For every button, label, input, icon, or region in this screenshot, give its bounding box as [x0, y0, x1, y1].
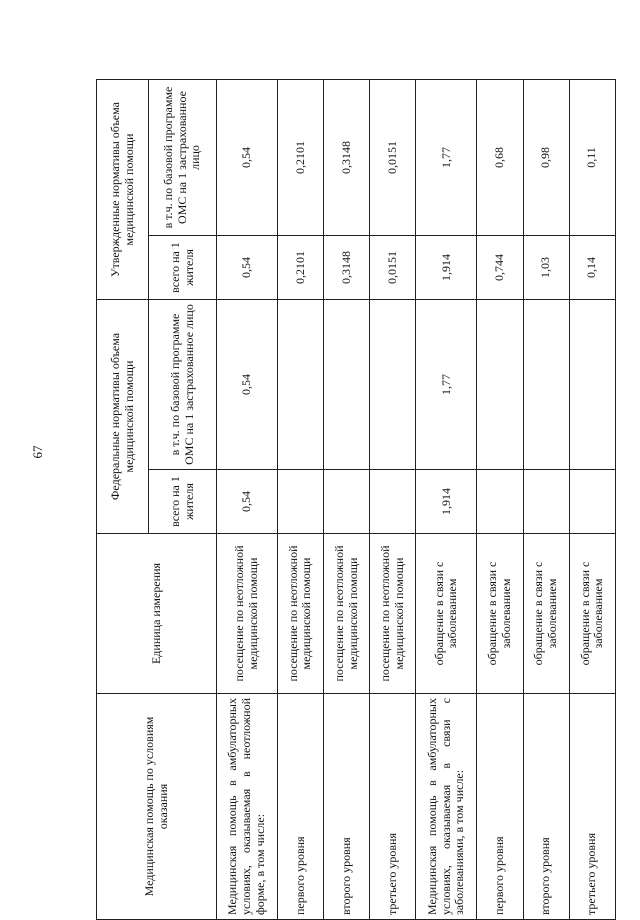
row-approved-oms: 1,77 — [416, 80, 477, 236]
table-row — [477, 80, 523, 920]
row-federal-per-resident: 1,914 — [416, 470, 477, 534]
header-federal-per-resident: всего на 1 жителя — [149, 470, 217, 534]
row-care-conditions: второго уровня — [523, 694, 569, 920]
header-federal-oms: в т.ч. по базовой программе ОМС на 1 застрахованное лицо — [149, 300, 217, 470]
row-unit: посещение по неотложной медицинской помощи — [217, 534, 278, 694]
row-unit: посещение по неотложной медицинской помощи — [324, 534, 370, 694]
row-care-conditions: третьего уровня — [569, 694, 615, 920]
row-unit: посещение по неотложной медицинской помощи — [277, 534, 323, 694]
header-federal-norms: Федеральные нормативы объема медицинской помощи — [97, 300, 149, 534]
row-care-conditions: первого уровня — [277, 694, 323, 920]
table-row — [217, 80, 278, 920]
table-stage — [96, 80, 616, 920]
row-approved-per-resident: 0,54 — [217, 236, 278, 300]
table-row — [324, 80, 370, 920]
table-body — [217, 80, 616, 920]
row-federal-oms — [569, 300, 615, 470]
row-care-conditions: первого уровня — [477, 694, 523, 920]
row-federal-oms: 1,77 — [416, 300, 477, 470]
norms-table — [96, 79, 616, 920]
page-number: 67 — [30, 445, 45, 459]
row-approved-per-resident: 1,914 — [416, 236, 477, 300]
row-approved-oms: 0,3148 — [324, 80, 370, 236]
row-unit: обращение в связи с заболеванием — [416, 534, 477, 694]
row-unit: посещение по неотложной медицинской помощи — [370, 534, 416, 694]
header-approved-norms: Утвержденные нормативы объема медицинской помощи — [97, 80, 149, 300]
row-approved-oms: 0,11 — [569, 80, 615, 236]
row-federal-per-resident — [324, 470, 370, 534]
row-federal-per-resident — [523, 470, 569, 534]
row-approved-per-resident: 0,0151 — [370, 236, 416, 300]
row-federal-oms — [277, 300, 323, 470]
row-approved-oms: 0,68 — [477, 80, 523, 236]
row-approved-per-resident: 1,03 — [523, 236, 569, 300]
row-federal-per-resident — [569, 470, 615, 534]
row-federal-per-resident — [277, 470, 323, 534]
row-federal-per-resident — [370, 470, 416, 534]
row-federal-per-resident: 0,54 — [217, 470, 278, 534]
row-approved-per-resident: 0,14 — [569, 236, 615, 300]
row-federal-oms — [477, 300, 523, 470]
header-approved-oms: в т.ч. по базовой программе ОМС на 1 застрахованное лицо — [149, 80, 217, 236]
row-care-conditions: Медицинская помощь в амбулаторных условиях, оказываемая в неотложной форме, в том числе: — [217, 694, 278, 920]
table-row — [277, 80, 323, 920]
row-federal-oms: 0,54 — [217, 300, 278, 470]
row-unit: обращение в связи с заболеванием — [477, 534, 523, 694]
row-approved-per-resident: 0,2101 — [277, 236, 323, 300]
row-unit: обращение в связи с заболеванием — [523, 534, 569, 694]
row-federal-oms — [523, 300, 569, 470]
rotated-table-wrapper — [96, 80, 616, 920]
row-approved-per-resident: 0,744 — [477, 236, 523, 300]
table-row — [416, 80, 477, 920]
row-federal-per-resident — [477, 470, 523, 534]
row-approved-per-resident: 0,3148 — [324, 236, 370, 300]
header-approved-per-resident: всего на 1 жителя — [149, 236, 217, 300]
row-unit: обращение в связи с заболеванием — [569, 534, 615, 694]
row-approved-oms: 0,2101 — [277, 80, 323, 236]
header-care-conditions: Медицинская помощь по условиям оказания — [97, 694, 217, 920]
row-care-conditions: Медицинская помощь в амбулаторных условиях, оказываемая в связи с заболеваниями, в том числе: — [416, 694, 477, 920]
row-federal-oms — [324, 300, 370, 470]
table-row — [523, 80, 569, 920]
row-approved-oms: 0,54 — [217, 80, 278, 236]
table-row — [370, 80, 416, 920]
row-care-conditions: второго уровня — [324, 694, 370, 920]
row-approved-oms: 0,0151 — [370, 80, 416, 236]
header-unit: Единица измерения — [97, 534, 217, 694]
row-federal-oms — [370, 300, 416, 470]
row-care-conditions: третьего уровня — [370, 694, 416, 920]
row-approved-oms: 0,98 — [523, 80, 569, 236]
table-row — [569, 80, 615, 920]
